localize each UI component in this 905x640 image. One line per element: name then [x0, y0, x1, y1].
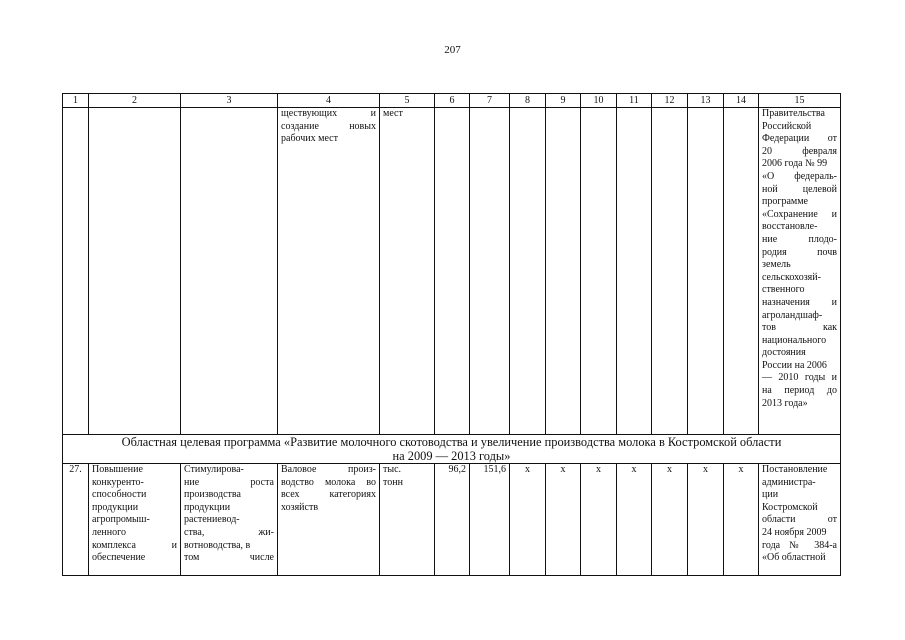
cell-line: тов как [762, 322, 837, 334]
header-cell: 1 [63, 94, 89, 108]
cell-line: родия почв [762, 246, 837, 258]
cell-line: создание новых [281, 120, 376, 132]
cell-line: области от [762, 514, 837, 526]
unit-cell [380, 464, 435, 576]
value-cell: х [546, 464, 581, 576]
header-cell: 7 [470, 94, 510, 108]
cell-line: администра- [762, 476, 816, 488]
table-row [63, 108, 841, 435]
cell-line: Повышение [92, 464, 143, 475]
table-cell [63, 108, 89, 435]
cell-line: продукции [92, 501, 139, 513]
table-row [63, 464, 841, 576]
cell-line: водство молока во [281, 476, 376, 488]
cell-line: Постановление [762, 464, 828, 475]
cell-line: программе [762, 196, 808, 208]
program-table [62, 93, 841, 576]
cell-line: хозяйств [281, 501, 319, 513]
cell-line: продукции [184, 501, 231, 513]
cell-line: конкуренто- [92, 476, 144, 488]
table-cell [652, 108, 688, 435]
value-cell: х [688, 464, 724, 576]
cell-line: 2006 года № 99 [762, 158, 828, 170]
table-cell [89, 108, 181, 435]
cell-line: Костромской [762, 501, 818, 513]
table-cell [470, 108, 510, 435]
table-cell [510, 108, 546, 435]
value-cell: х [724, 464, 759, 576]
cell-line: обеспечение [92, 552, 146, 564]
cell-line: Правительства [762, 108, 825, 119]
cell-line: растениевод- [184, 514, 240, 526]
header-cell: 13 [688, 94, 724, 108]
cell-line: Российской [762, 120, 812, 132]
title-line: Областная целевая программа «Развитие молочного скотоводства и увеличение производства молока в Костромской области [121, 435, 782, 449]
header-cell: 12 [652, 94, 688, 108]
goal-cell [89, 464, 181, 576]
cell-line: тонн [383, 476, 403, 488]
cell-line: ции [762, 489, 779, 501]
program-title [63, 435, 841, 464]
cell-line: ществующих и [281, 108, 376, 119]
header-cell: 6 [435, 94, 470, 108]
cell-line: 2013 года» [762, 397, 808, 409]
cell-line: агроландшаф- [762, 309, 823, 321]
cell-line: тыс. [383, 464, 402, 475]
table-cell [546, 108, 581, 435]
cell-line: ственного [762, 284, 805, 296]
cell-line: Федерации от [762, 133, 837, 145]
cell-line: всех категориях [281, 489, 376, 501]
header-cell: 11 [617, 94, 652, 108]
header-cell: 14 [724, 94, 759, 108]
cell-line: мест [383, 108, 403, 119]
unit-cell [380, 108, 435, 435]
indicator-cell [278, 464, 380, 576]
header-cell: 8 [510, 94, 546, 108]
document-cell [759, 464, 841, 576]
cell-line: ние роста [184, 476, 274, 488]
table-cell [617, 108, 652, 435]
cell-line: «Об областной [762, 552, 826, 564]
document-cell [759, 108, 841, 435]
cell-line: назначения и [762, 296, 837, 308]
title-line: на 2009 — 2013 годы» [392, 449, 511, 463]
cell-line: вотноводства, в [184, 539, 251, 551]
value-cell: х [652, 464, 688, 576]
value-cell: х [510, 464, 546, 576]
table-cell [581, 108, 617, 435]
cell-line: ной целевой [762, 183, 837, 195]
value-cell: 151,6 [470, 464, 510, 576]
task-cell [181, 464, 278, 576]
value-cell: х [581, 464, 617, 576]
header-cell: 5 [380, 94, 435, 108]
header-cell: 10 [581, 94, 617, 108]
cell-line: национального [762, 334, 827, 346]
header-cell: 3 [181, 94, 278, 108]
header-cell: 2 [89, 94, 181, 108]
cell-line: производства [184, 489, 241, 501]
value-cell: 96,2 [435, 464, 470, 576]
measure-cell [278, 108, 380, 435]
cell-line: том числе [184, 552, 274, 564]
cell-line: «О федераль- [762, 170, 837, 182]
page-number: 207 [444, 44, 461, 56]
cell-line: способности [92, 489, 147, 501]
cell-line: ства, жи- [184, 526, 274, 538]
cell-line: Валовое произ- [281, 464, 376, 475]
cell-line: земель [762, 259, 791, 271]
table-cell [724, 108, 759, 435]
header-cell: 15 [759, 94, 841, 108]
cell-line: ние плодо- [762, 233, 837, 245]
header-cell: 4 [278, 94, 380, 108]
cell-line: достояния [762, 347, 806, 359]
table-cell [435, 108, 470, 435]
header-cell: 9 [546, 94, 581, 108]
table-cell [688, 108, 724, 435]
cell-line: сельскохозяй- [762, 271, 821, 283]
cell-line: восстановле- [762, 221, 818, 233]
cell-line: года № 384-а [762, 539, 837, 551]
cell-line: «Сохранение и [762, 208, 837, 220]
table-cell [181, 108, 278, 435]
cell-line: ленного [92, 526, 126, 538]
cell-line: — 2010 годы и [762, 372, 837, 384]
cell-line: Стимулирова- [184, 464, 244, 475]
cell-line: агропромыш- [92, 514, 150, 526]
cell-line: России на 2006 [762, 359, 827, 371]
header-row [63, 94, 841, 108]
cell-line: на период до [762, 385, 837, 397]
cell-line: 20 февраля [762, 145, 837, 157]
cell-line: рабочих мест [281, 133, 338, 145]
cell-line: 24 ноября 2009 [762, 526, 827, 538]
value-cell: х [617, 464, 652, 576]
program-title-row [63, 435, 841, 464]
row-number: 27. [63, 464, 89, 576]
cell-line: комплекса и [92, 539, 177, 551]
